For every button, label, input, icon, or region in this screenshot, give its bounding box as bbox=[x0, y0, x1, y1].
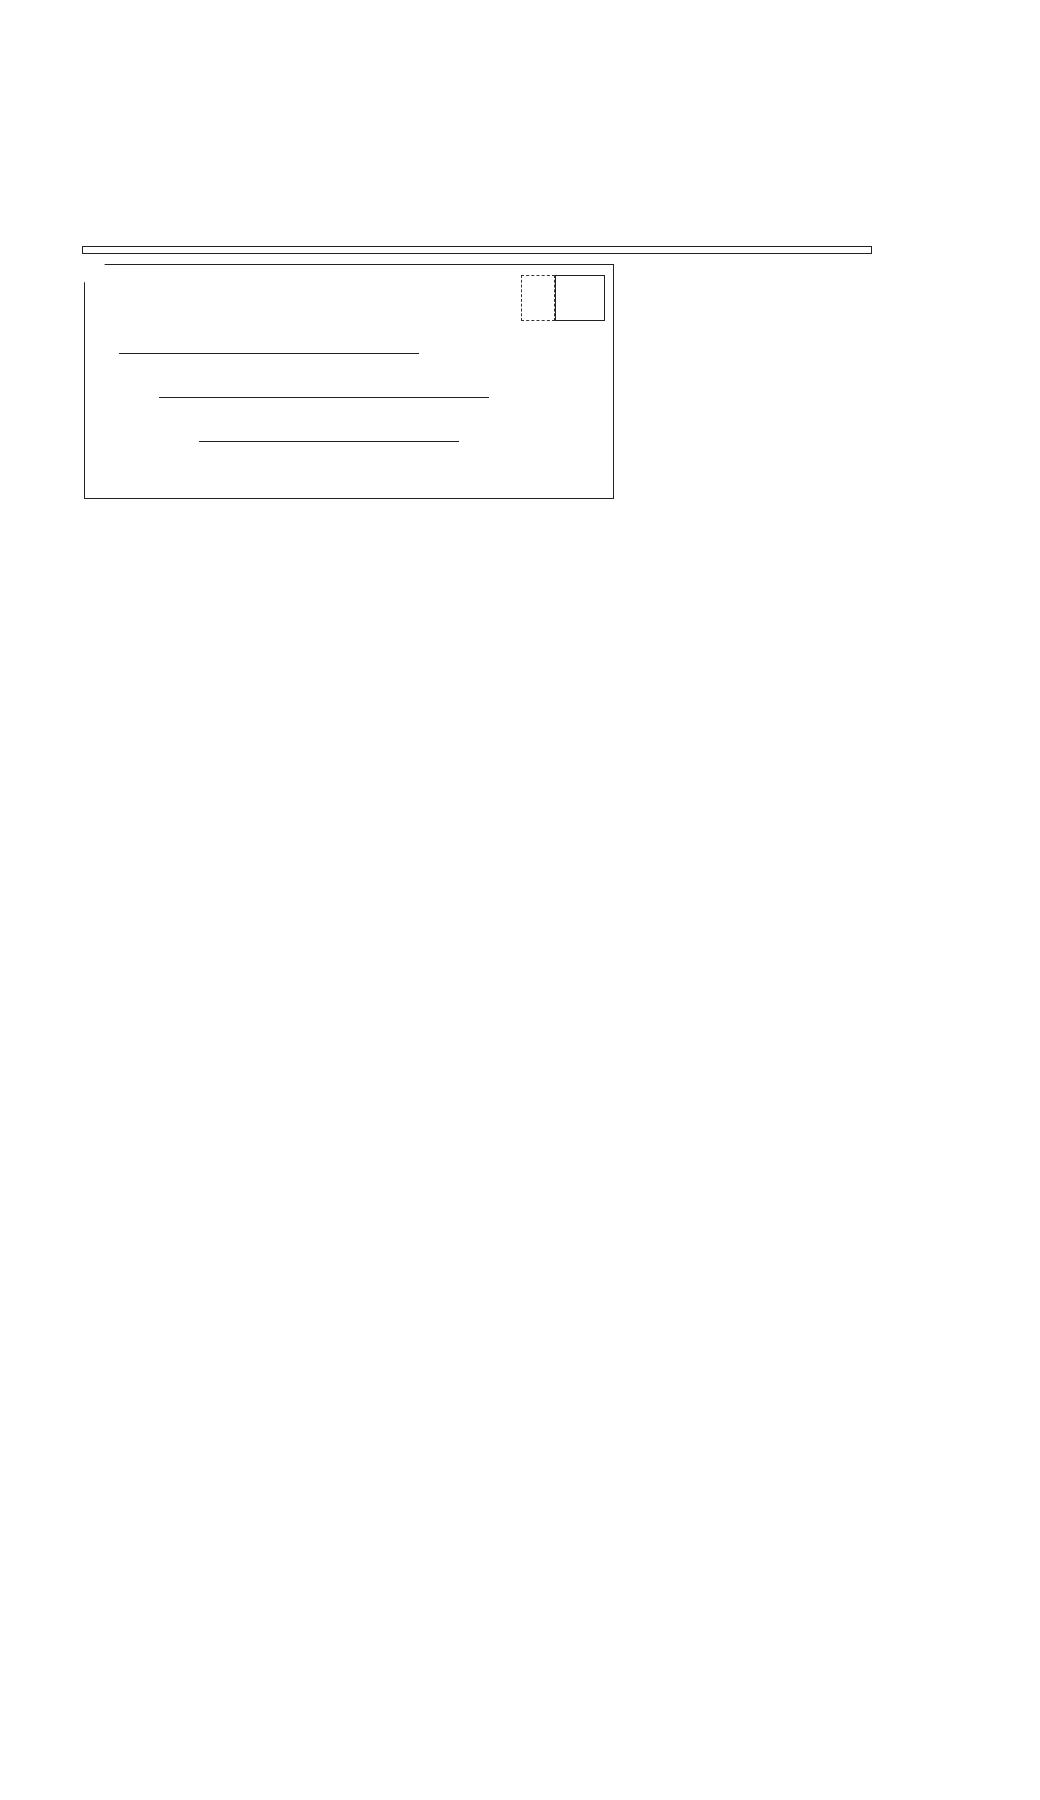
watermark-logo bbox=[884, 1716, 1004, 1786]
recipient-line bbox=[159, 369, 489, 398]
sender-line bbox=[199, 411, 459, 442]
stamp-area bbox=[521, 275, 605, 323]
stamp-dashed-box bbox=[521, 275, 555, 321]
envelope bbox=[84, 264, 614, 499]
note-box bbox=[82, 246, 872, 254]
address-line bbox=[119, 325, 419, 354]
answer-content bbox=[78, 244, 940, 509]
envelope-question bbox=[78, 264, 940, 499]
note-question bbox=[78, 246, 940, 254]
stamp-label bbox=[555, 275, 605, 321]
